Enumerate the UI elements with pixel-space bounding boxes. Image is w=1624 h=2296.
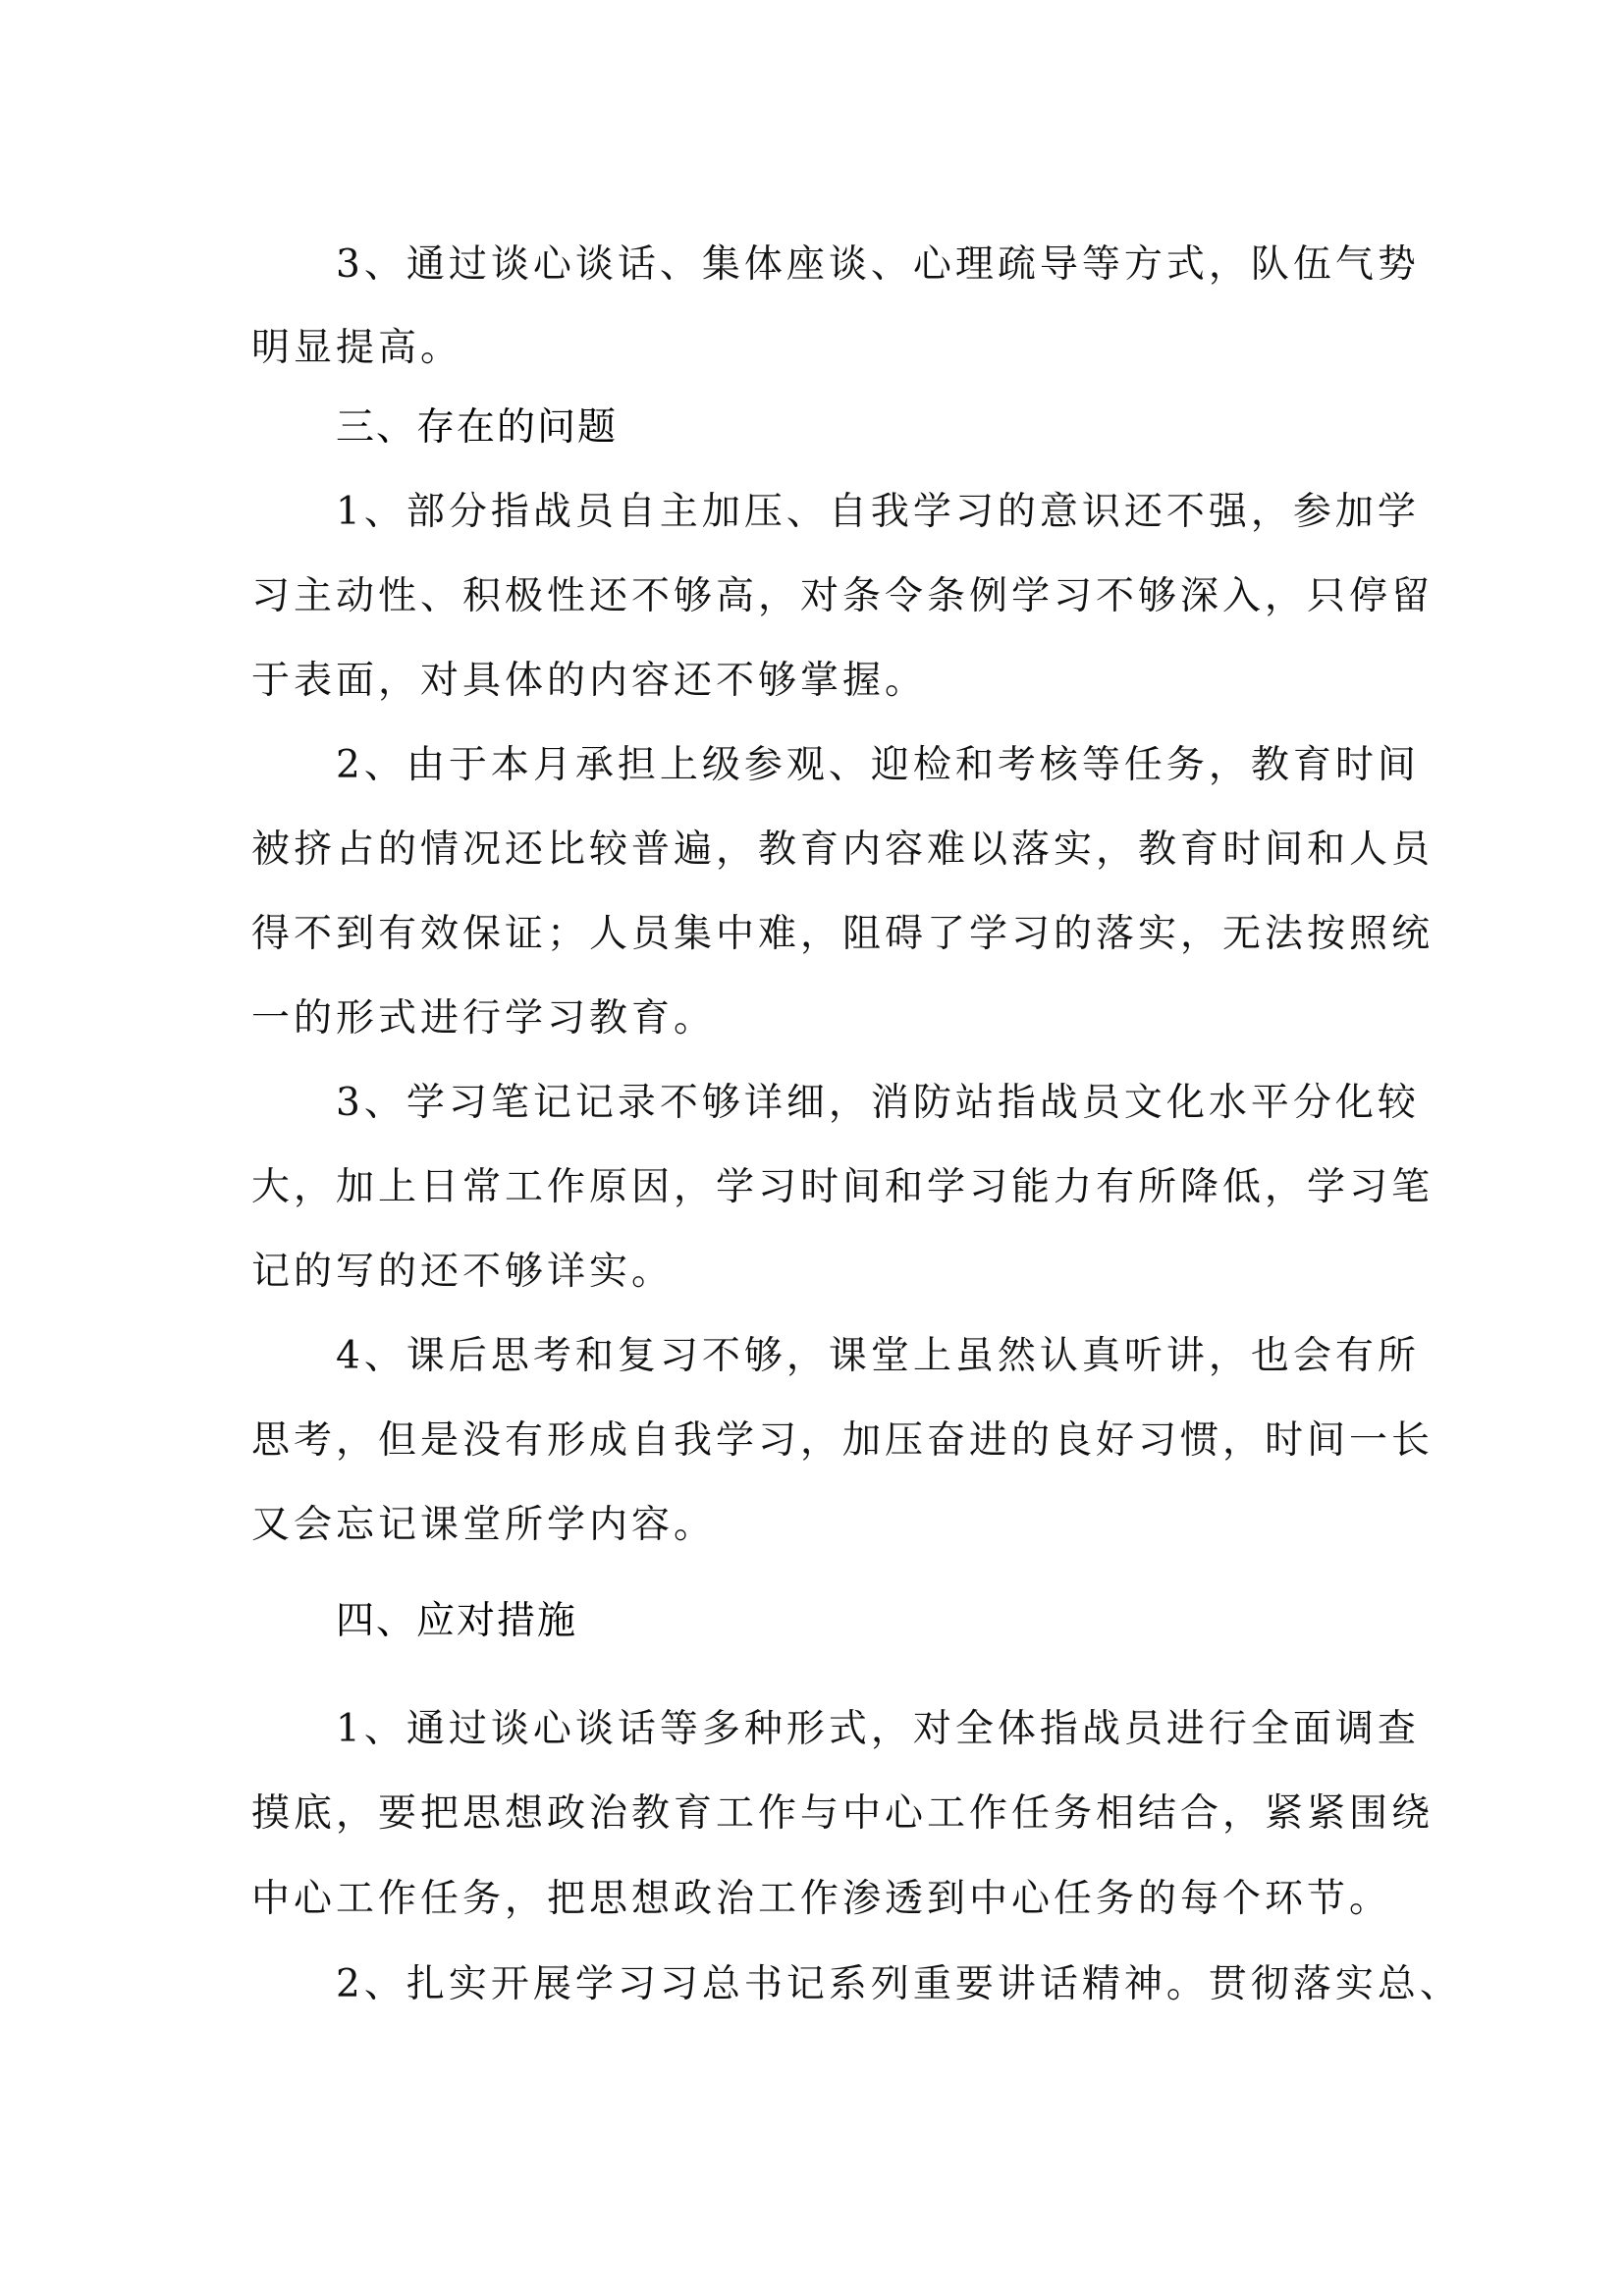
paragraph-line: 明显提高。 (251, 326, 463, 370)
paragraph-line: 得不到有效保证；人员集中难，阻碍了学习的落实，无法按照统 (251, 912, 1435, 956)
paragraph-line: 3、学习笔记记录不够详细，消防站指战员文化水平分化较 (336, 1081, 1420, 1125)
paragraph-line: 1、通过谈心谈话等多种形式，对全体指战员进行全面调查 (336, 1707, 1420, 1751)
paragraph-line: 2、扎实开展学习习总书记系列重要讲话精神。贯彻落实总、 (336, 1962, 1462, 2006)
paragraph-line: 又会忘记课堂所学内容。 (251, 1503, 717, 1547)
paragraph-line: 一的形式进行学习教育。 (251, 996, 717, 1041)
section-heading: 三、存在的问题 (336, 405, 619, 450)
paragraph-line: 4、课后思考和复习不够，课堂上虽然认真听讲，也会有所 (336, 1334, 1420, 1378)
paragraph-line: 思考，但是没有形成自我学习，加压奋进的良好习惯，时间一长 (251, 1418, 1435, 1463)
paragraph-line: 大，加上日常工作原因，学习时间和学习能力有所降低，学习笔 (251, 1165, 1435, 1209)
paragraph-line: 3、通过谈心谈话、集体座谈、心理疏导等方式，队伍气势 (336, 242, 1420, 287)
paragraph-line: 习主动性、积极性还不够高，对条令条例学习不够深入，只停留 (251, 574, 1435, 618)
paragraph-line: 中心工作任务，把思想政治工作渗透到中心任务的每个环节。 (251, 1877, 1392, 1921)
paragraph-line: 于表面，对具体的内容还不够掌握。 (251, 659, 928, 703)
paragraph-line: 记的写的还不够详实。 (251, 1250, 675, 1294)
section-heading: 四、应对措施 (336, 1599, 578, 1643)
paragraph-line: 1、部分指战员自主加压、自我学习的意识还不强，参加学 (336, 490, 1420, 534)
paragraph-line: 摸底，要把思想政治教育工作与中心工作任务相结合，紧紧围绕 (251, 1791, 1435, 1836)
paragraph-line: 2、由于本月承担上级参观、迎检和考核等任务，教育时间 (336, 743, 1420, 787)
paragraph-line: 被挤占的情况还比较普遍，教育内容难以落实，教育时间和人员 (251, 828, 1435, 872)
